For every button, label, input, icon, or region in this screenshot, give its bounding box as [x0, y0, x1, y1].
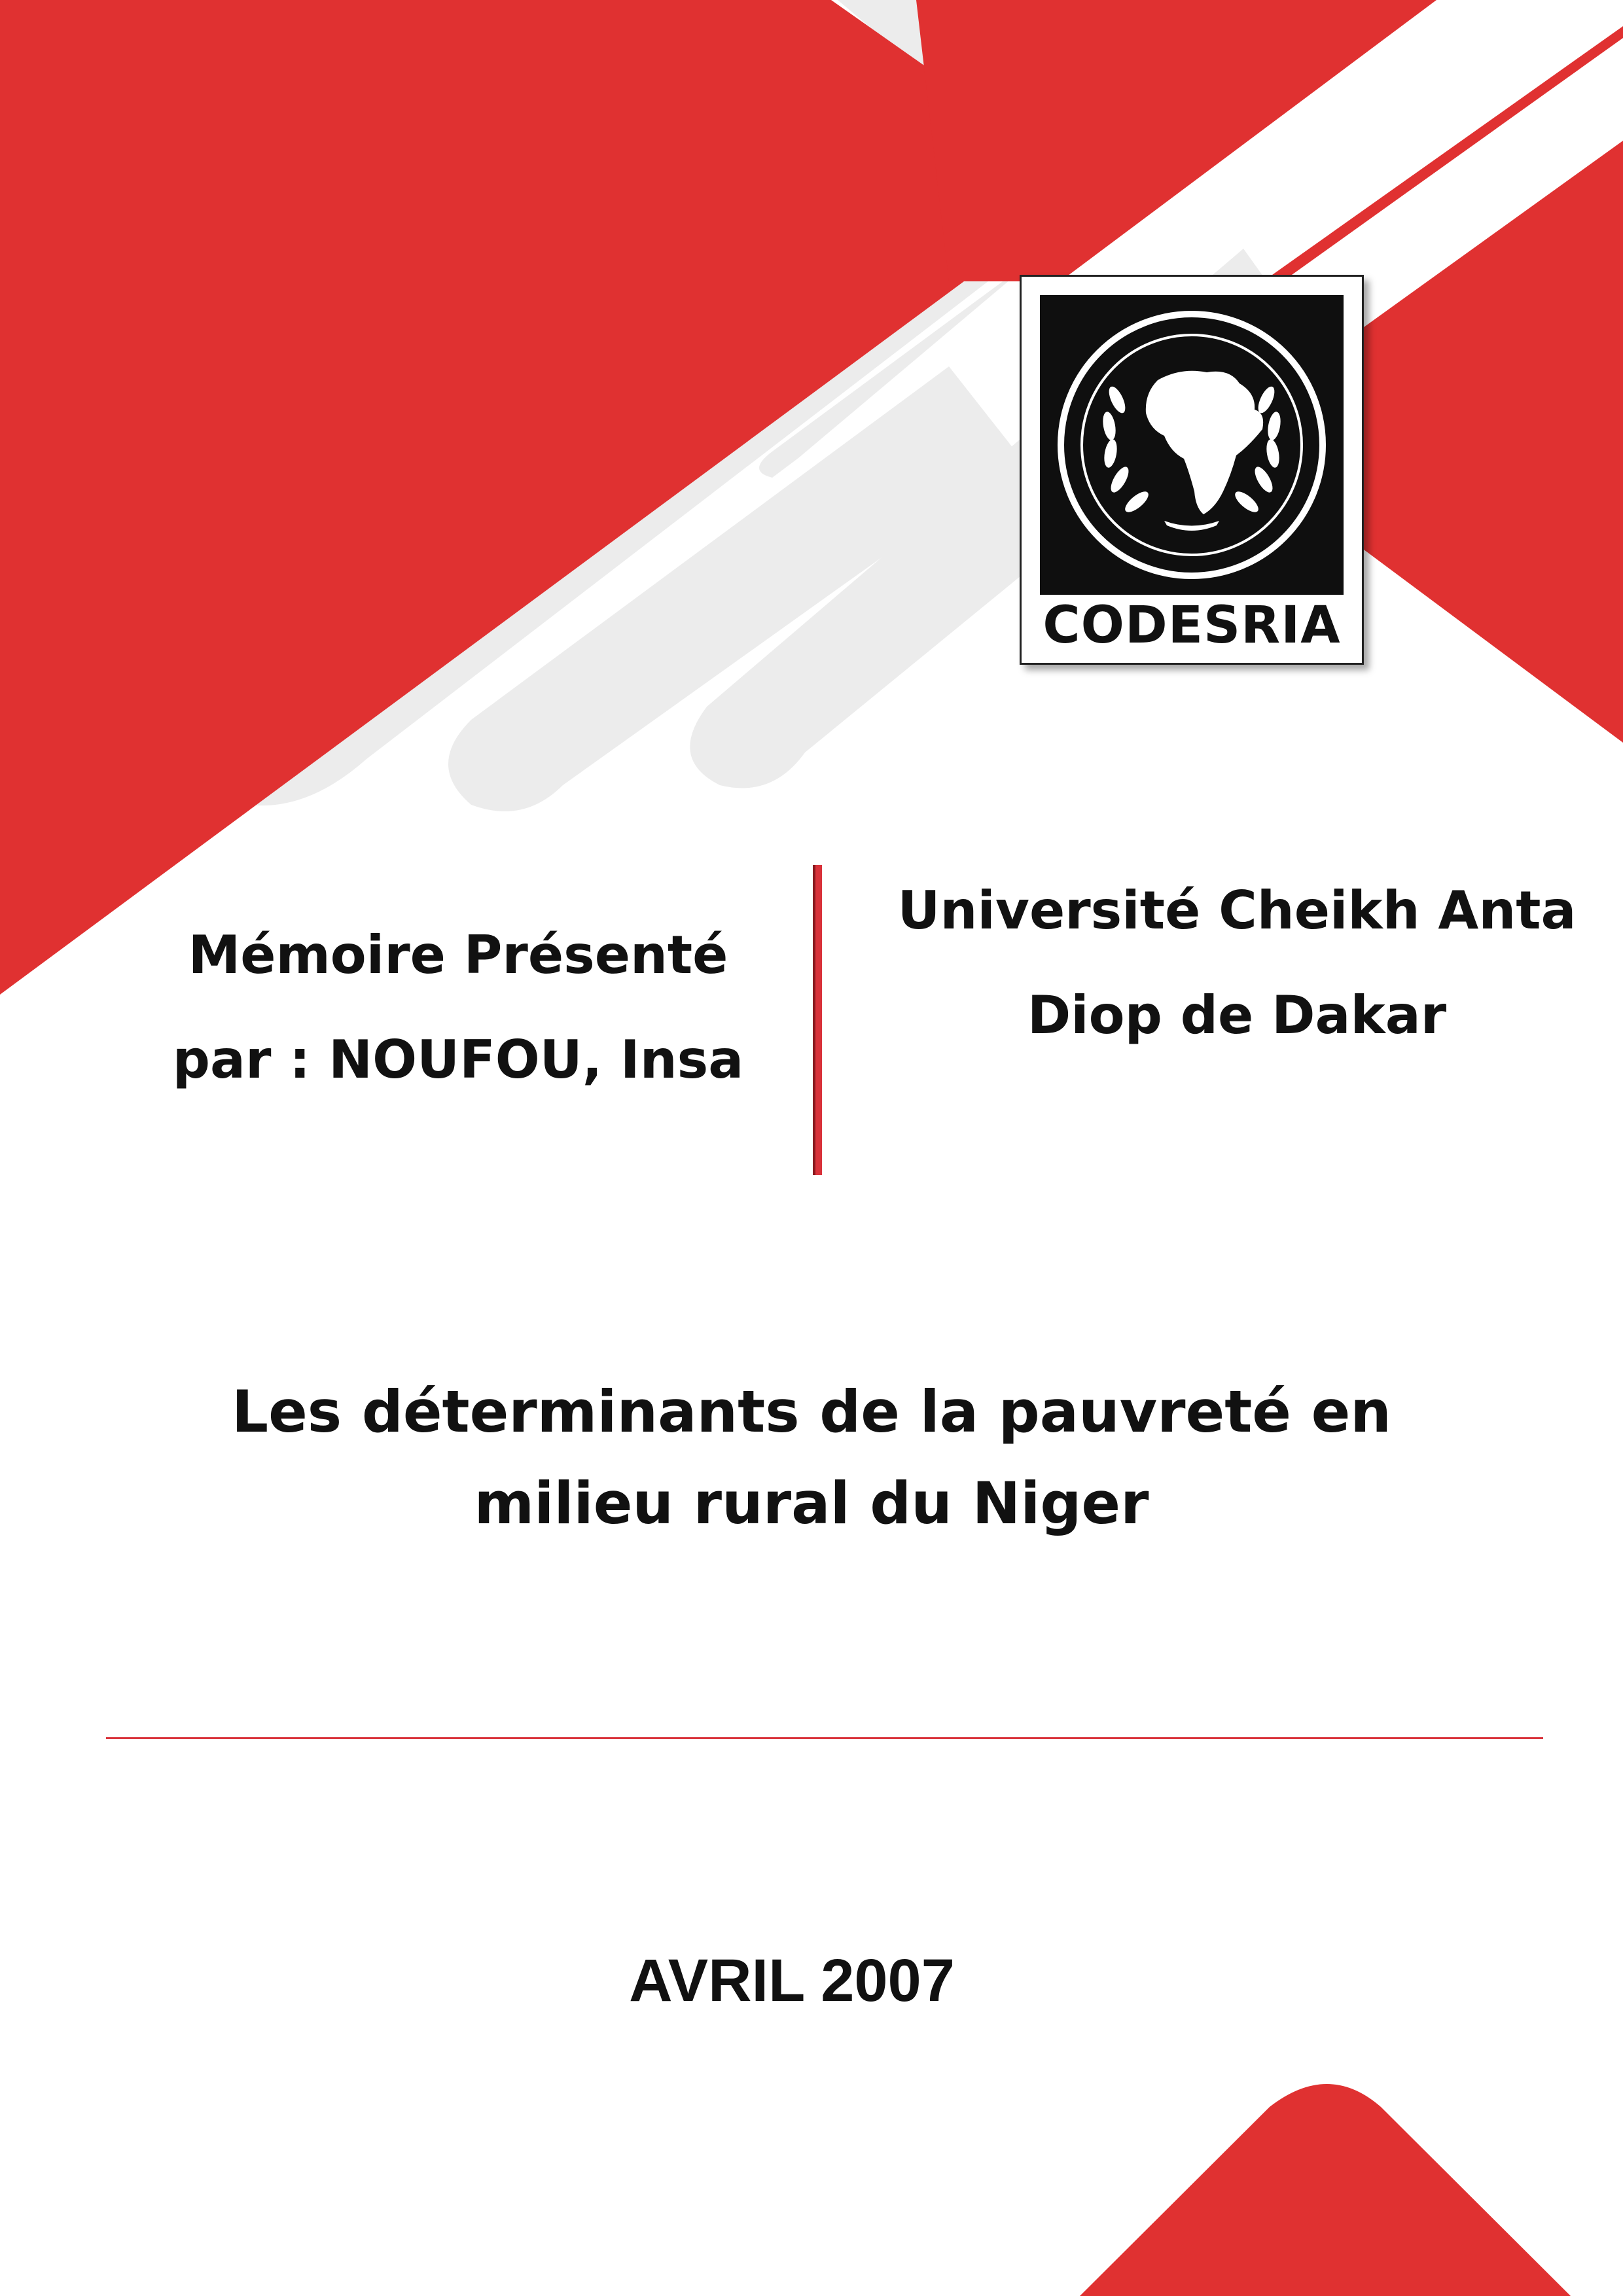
red-top-right-shape [916, 0, 1436, 281]
red-bottom-triangle [1080, 2084, 1571, 2296]
title-line-2: milieu rural du Niger [474, 1470, 1149, 1537]
thesis-title [0, 1366, 1623, 1549]
logo-wordmark: CODESRIA [1043, 596, 1341, 655]
red-right-shape [1364, 141, 1623, 743]
university-line-1: Université Cheikh Anta [897, 880, 1577, 941]
author-line-1: Mémoire Présenté [188, 925, 728, 985]
date-label: AVRIL 2007 [629, 1947, 955, 2014]
university-block [851, 858, 1623, 1068]
author-block [124, 903, 792, 1112]
logo-emblem [1040, 295, 1344, 595]
vertical-divider [813, 865, 822, 1175]
africa-laurel-icon [1040, 295, 1344, 595]
author-line-2: par : NOUFOU, Insa [172, 1029, 744, 1090]
horizontal-rule [106, 1737, 1543, 1739]
university-line-2: Diop de Dakar [1027, 985, 1447, 1046]
codesria-logo [1020, 275, 1364, 665]
title-line-1: Les déterminants de la pauvreté en [232, 1378, 1391, 1445]
